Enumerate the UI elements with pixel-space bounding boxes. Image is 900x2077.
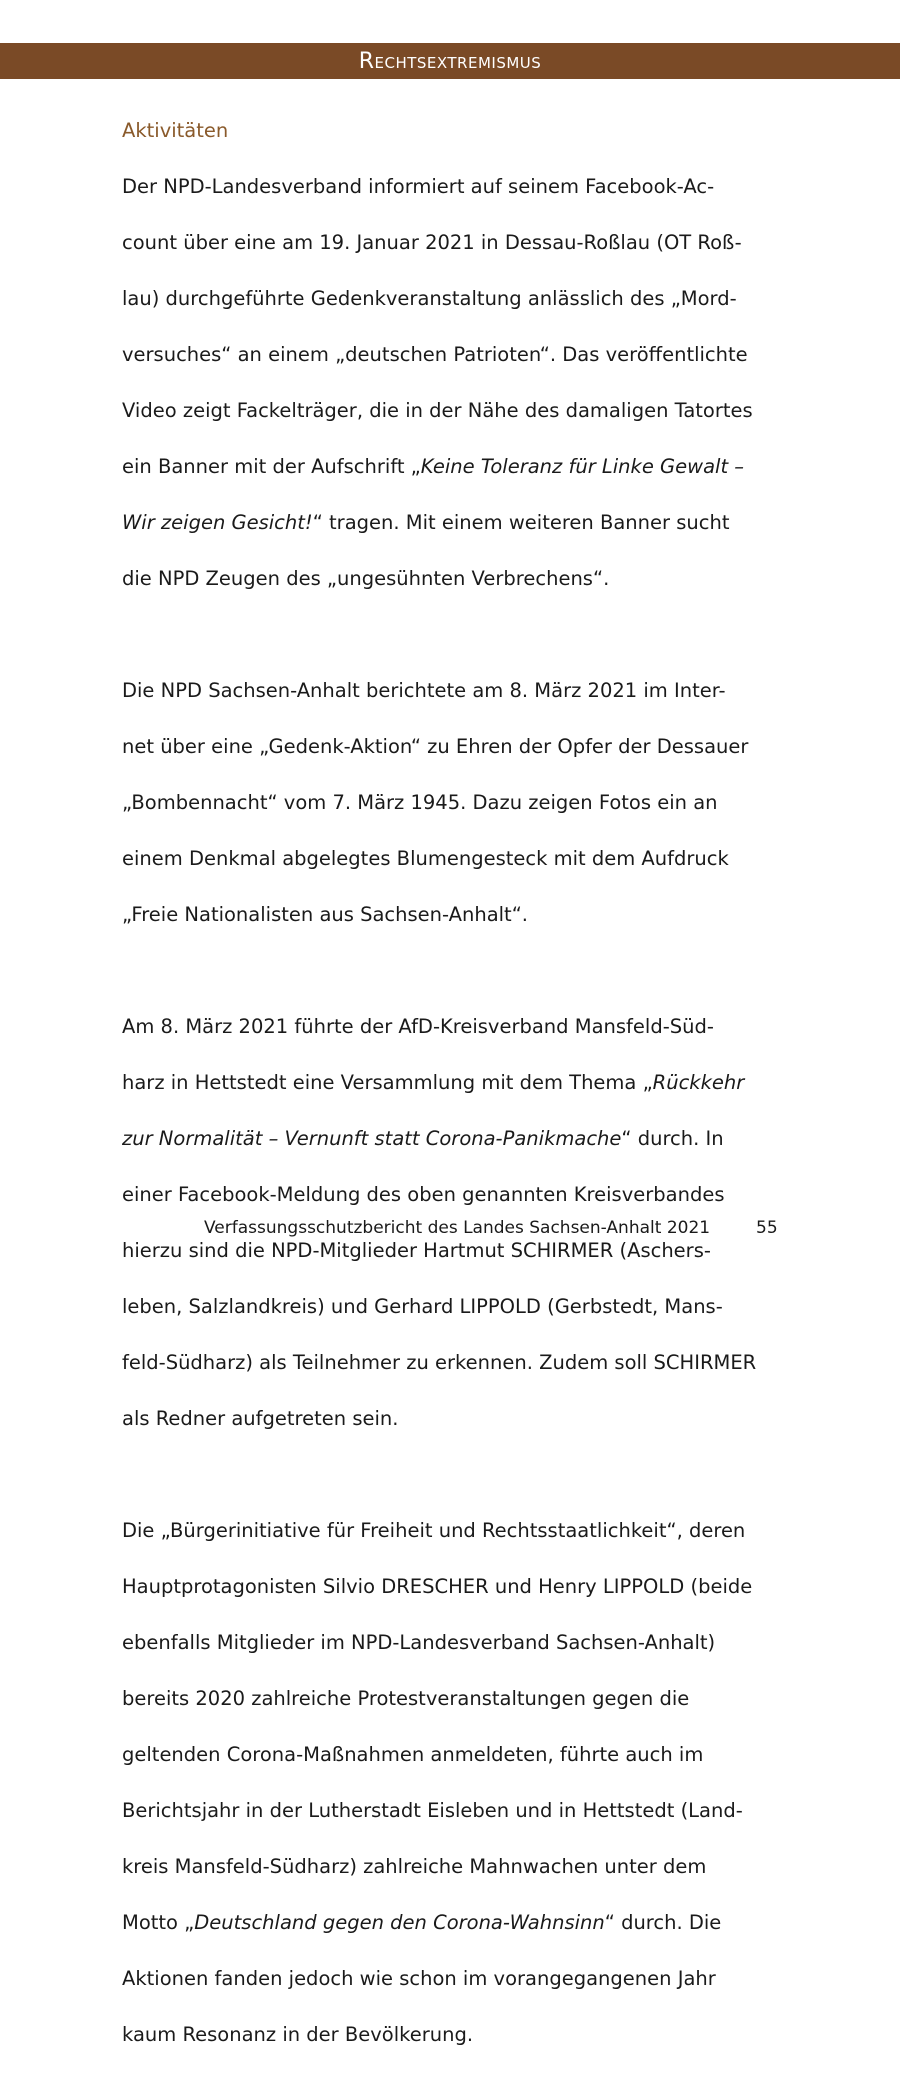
paragraph-line: einer Facebook-Meldung des oben genannten Kreisverbandes — [122, 1183, 725, 1206]
paragraph-4 — [122, 1489, 782, 2077]
line-text: ein Banner mit der Aufschrift „ — [122, 455, 421, 478]
line-text: harz in Hettstedt eine Versammlung mit dem Thema „ — [122, 1071, 653, 1094]
quoted-banner-text: Keine Toleranz für Linke Gewalt – — [420, 455, 745, 478]
page-footer — [0, 1214, 900, 1242]
paragraph-line — [122, 1069, 782, 1097]
paragraph-line: Aktionen fanden jedoch wie schon im vorangegangenen Jahr — [122, 1967, 716, 1990]
paragraph-line: „Freie Nationalisten aus Sachsen-Anhalt“. — [122, 903, 529, 926]
paragraph-line: einem Denkmal abgelegtes Blumengesteck mit dem Aufdruck — [122, 847, 729, 870]
paragraph-line: Die „Bürgerinitiative für Freiheit und Rechtsstaatlichkeit“, deren — [122, 1519, 746, 1542]
line-text: Motto „ — [122, 1911, 195, 1934]
paragraph-line — [122, 1909, 782, 1937]
paragraph-line: die NPD Zeugen des „ungesühnten Verbrechens“. — [122, 567, 610, 590]
paragraph-line: Hauptprotagonisten Silvio DRESCHER und Henry LIPPOLD (beide — [122, 1575, 753, 1598]
paragraph-line: versuches“ an einem „deutschen Patrioten“. Das veröffentlichte — [122, 343, 748, 366]
paragraph-line: lau) durchgeführte Gedenkveranstaltung anlässlich des „Mord- — [122, 287, 737, 310]
paragraph-spacer — [122, 957, 782, 985]
paragraph-line: „Bombennacht“ vom 7. März 1945. Dazu zeigen Fotos ein an — [122, 791, 718, 814]
paragraph-line — [122, 509, 782, 537]
chapter-header-bar — [0, 43, 900, 79]
paragraph-line: geltenden Corona-Maßnahmen anmeldeten, führte auch im — [122, 1743, 704, 1766]
quoted-motto-text: Rückkehr — [652, 1071, 745, 1094]
footer-publication-title: Verfassungsschutzbericht des Landes Sachsen-Anhalt 2021 — [204, 1218, 711, 1238]
line-text: “ durch. Die — [604, 1911, 722, 1934]
paragraph-line: kaum Resonanz in der Bevölkerung. — [122, 2023, 474, 2046]
paragraph-line — [122, 453, 782, 481]
paragraph-line: Berichtsjahr in der Lutherstadt Eisleben und in Hettstedt (Land- — [122, 1799, 743, 1822]
paragraph-line: Am 8. März 2021 führte der AfD-Kreisverband Mansfeld-Süd- — [122, 1015, 714, 1038]
paragraph-line: net über eine „Gedenk-Aktion“ zu Ehren der Opfer der Dessauer — [122, 735, 749, 758]
chapter-title: Rechtsextremismus — [358, 49, 542, 74]
paragraph-line: feld-Südharz) als Teilnehmer zu erkennen. Zudem soll SCHIRMER — [122, 1351, 757, 1374]
paragraph-line: Video zeigt Fackelträger, die in der Nähe des damaligen Tatortes — [122, 399, 753, 422]
paragraph-line: kreis Mansfeld-Südharz) zahlreiche Mahnwachen unter dem — [122, 1855, 707, 1878]
paragraph-2 — [122, 649, 782, 957]
paragraph-line: count über eine am 19. Januar 2021 in Dessau-Roßlau (OT Roß- — [122, 231, 742, 254]
section-heading: Aktivitäten — [122, 119, 229, 142]
paragraph-line: bereits 2020 zahlreiche Protestveranstaltungen gegen die — [122, 1687, 690, 1710]
paragraph-line: ebenfalls Mitglieder im NPD-Landesverband Sachsen-Anhalt) — [122, 1631, 716, 1654]
paragraph-line: Die NPD Sachsen-Anhalt berichtete am 8. März 2021 im Inter- — [122, 679, 726, 702]
paragraph-line: leben, Salzlandkreis) und Gerhard LIPPOLD (Gerbstedt, Mans- — [122, 1295, 723, 1318]
quoted-motto-text: Deutschland gegen den Corona-Wahnsinn — [194, 1911, 605, 1934]
paragraph-line: Der NPD-Landesverband informiert auf seinem Facebook-Ac- — [122, 175, 715, 198]
quoted-banner-text: Wir zeigen Gesicht! — [122, 511, 313, 534]
paragraph-line: hierzu sind die NPD-Mitglieder Hartmut SCHIRMER (Aschers- — [122, 1239, 711, 1262]
paragraph-1 — [122, 145, 782, 621]
quoted-motto-text: zur Normalität – Vernunft statt Corona-Panikmache — [122, 1127, 622, 1150]
paragraph-line — [122, 1125, 782, 1153]
line-text: “ tragen. Mit einem weiteren Banner sucht — [312, 511, 730, 534]
line-text: “ durch. In — [621, 1127, 724, 1150]
page-number: 55 — [756, 1218, 778, 1238]
main-content — [122, 117, 782, 2077]
paragraph-spacer — [122, 621, 782, 649]
paragraph-spacer — [122, 1461, 782, 1489]
paragraph-line: als Redner aufgetreten sein. — [122, 1407, 399, 1430]
